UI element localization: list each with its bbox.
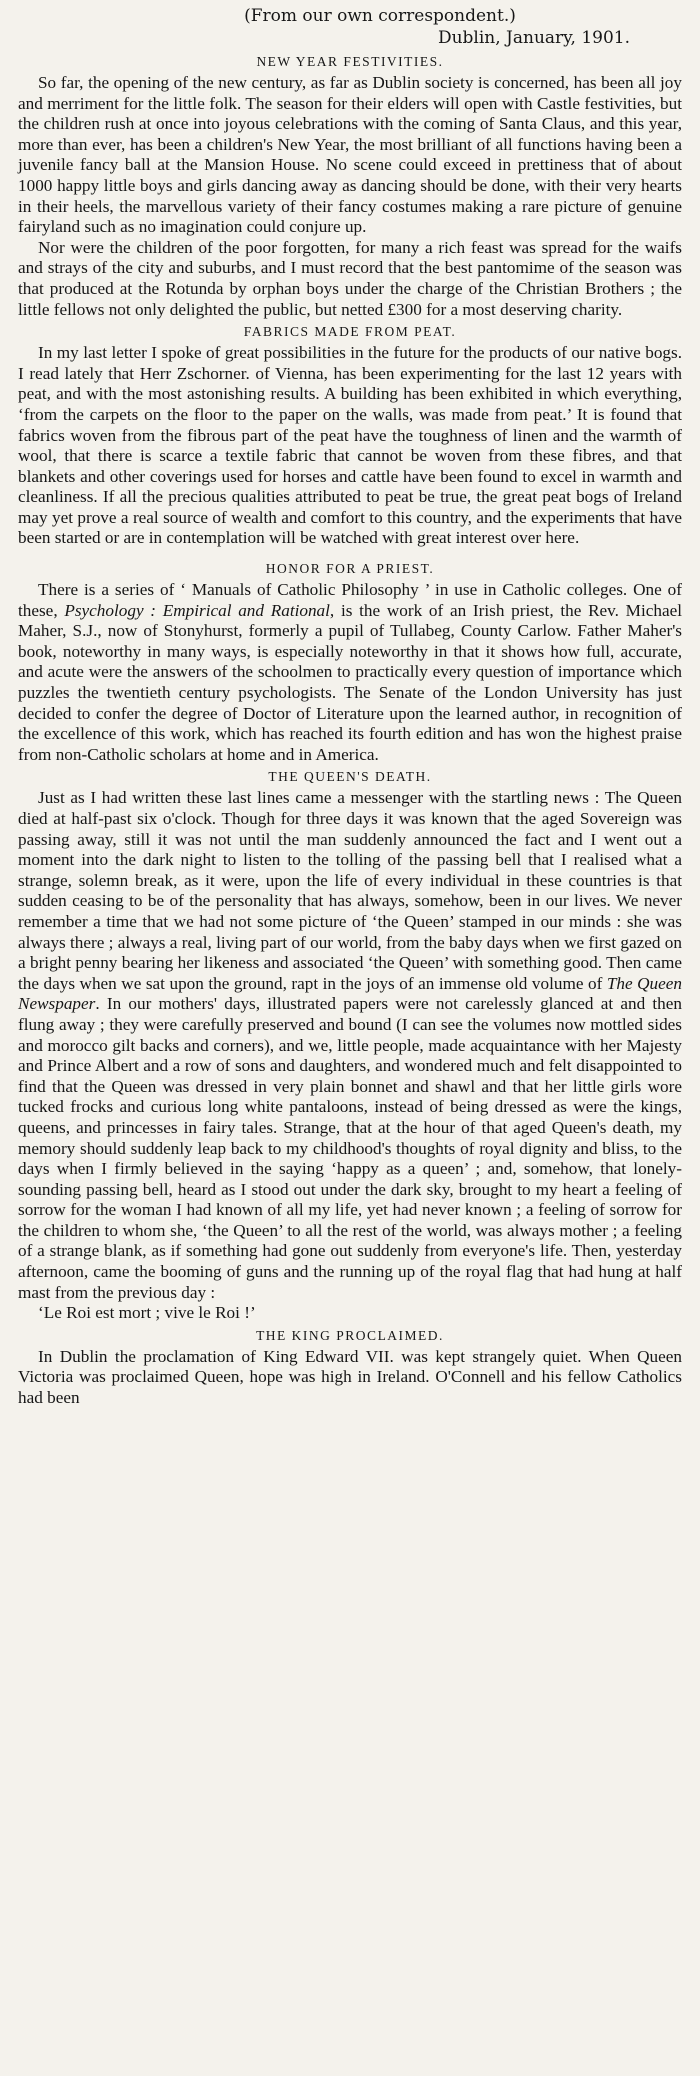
section-heading-peat: FABRICS MADE FROM PEAT. bbox=[243, 324, 457, 340]
text-run: Just as I had written these last lines came a messenger with the startling news : The Queen died at half-past six o'clock. Though for three days it was known that the aged Sovereign was passing away, still it was not until the man suddenly announced the fact and I went out a moment into the dark night to listen to the tolling of the passing bell that I realised what a strange, solemn break, as it were, upon the life of every individual in these countries is that sudden ceasing to be of the personality that has always, somehow, been in our lives. We never remember a time that we had not some picture of ‘the Queen’ stamped in our minds : she was always there ; always a real, living part of our world, from the baby days when we first gazed on a bright penny bearing her likeness and associated ‘the Queen’ with something good. Then came the days when we sat upon the ground, rapt in the joys of an immense old volume of bbox=[18, 788, 682, 993]
paragraph: Nor were the children of the poor forgotten, for many a rich feast was spread for the waifs and strays of the city and suburbs, and I must record that the best pantomime of the season was that produced at the Rotunda by orphan boys under the charge of the Christian Brothers ; the little fellows not only delighted the public, but netted £300 for a most deserving charity. bbox=[18, 237, 682, 319]
paragraph bbox=[18, 788, 682, 1303]
text-run: There is a series of ‘ Manuals of Catholic Philosophy ’ in use in Catholic colleges. One of these, bbox=[18, 580, 682, 620]
section-heading-new-year: NEW YEAR FESTIVITIES. bbox=[256, 54, 444, 69]
text-run: . In our mothers' days, illustrated papers were not carelessly glanced at and then flung away ; they were carefully preserved and bound (I can see the volumes now mottled sides and morocco gilt backs and corners), and we, little people, made acquaintance with her Majesty and Prince Albert and a row of sons and daughters, and wondered much and felt disappointed to find that the Queen was dressed in very plain bonnet and shawl and that her little girls wore tucked frocks and curious long white pantaloons, instead of being dressed as were the kings, queens, and princesses in fairy tales. Strange, that at the hour of that aged Queen's death, my memory should suddenly leap back to my childhood's thoughts of royal dignity and bliss, to the days when I firmly believed in the saying ‘happy as a queen’ ; and, somehow, that lonely-sounding passing bell, heard as I stood out under the dark sky, brought to my heart a feeling of sorrow for the woman I had known of all my life, yet had never known ; a feeling of sorrow for the children to whom she, ‘the Queen’ to all the rest of the world, was always mother ; a feeling of a strange blank, as if something had gone out suddenly from everyone's life. Then, yesterday afternoon, came the booming of guns and the running up of the royal flag that had hung at half mast from the previous day : bbox=[18, 994, 682, 1302]
paragraph: In my last letter I spoke of great possibilities in the future for the products of our native bogs. I read lately that Herr Zschorner. of Vienna, has been experimenting for the last 12 years with peat, and with the most astonishing results. A building has been exhibited in which everything, ‘from the carpets on the floor to the paper on the walls, was made from peat.’ It is found that fabrics woven from the fibrous part of the peat have the toughness of linen and the warmth of wool, that there is scarce a textile fabric that cannot be woven from these fibres, and that blankets and other coverings used for horses and cattle have been found to excel in warmth and cleanliness. If all the precious qualities attributed to peat be true, the great peat bogs of Ireland may yet prove a real source of wealth and comfort to this country, and the experiments that have been started or are in contemplation will be watched with great interest over here. bbox=[18, 343, 682, 548]
section-heading-queens-death: THE QUEEN'S DEATH. bbox=[268, 769, 432, 785]
book-title: Psychology : Empirical and Rational bbox=[64, 600, 330, 620]
paragraph: So far, the opening of the new century, as far as Dublin society is concerned, has been all joy and merriment for the little folk. The season for their elders will open with Castle festivities, but the children rush at once into joyous celebrations with the coming of Santa Claus, and this year, more than ever, has been a children's New Year, the most brilliant of all functions having been a juvenile fancy ball at the Mansion House. No scene could exceed in prettiness that of about 1000 happy little boys and girls dancing away as dancing should be done, with their very hearts in their heels, the marvellous variety of their fancy costumes making a rare picture of genuine fairyland such as no imagination could conjure up. bbox=[18, 73, 682, 237]
section-heading-priest: HONOR FOR A PRIEST. bbox=[265, 561, 435, 577]
quotation: ‘Le Roi est mort ; vive le Roi !’ bbox=[38, 1303, 256, 1323]
publication-title: The Queen Newspaper bbox=[18, 973, 682, 1014]
paragraph bbox=[18, 580, 682, 765]
text-run: , is the work of an Irish priest, the Rev. Michael Maher, S.J., now of Stonyhurst, formerly a pupil of Tullabeg, County Carlow. Father Maher's book, noteworthy in many ways, is especially noteworthy in that it shows how full, accurate, and acute were the answers of the schoolmen to practically every question of importance which puzzles the twentieth century psychologists. The Senate of the London University has just decided to confer the degree of Doctor of Literature upon the learned author, in recognition of the excellence of this work, which has reached its fourth edition and has won the highest praise from non-Catholic scholars at home and in America. bbox=[18, 600, 682, 764]
paragraph: In Dublin the proclamation of King Edward VII. was kept strangely quiet. When Queen Victoria was proclaimed Queen, hope was high in Ireland. O'Connell and his fellow Catholics had been bbox=[18, 1346, 682, 1408]
dateline: Dublin, January, 1901. bbox=[437, 28, 630, 48]
section-heading-king-proclaimed: THE KING PROCLAIMED. bbox=[256, 1327, 444, 1343]
correspondent-byline: (From our own correspondent.) bbox=[244, 6, 516, 26]
